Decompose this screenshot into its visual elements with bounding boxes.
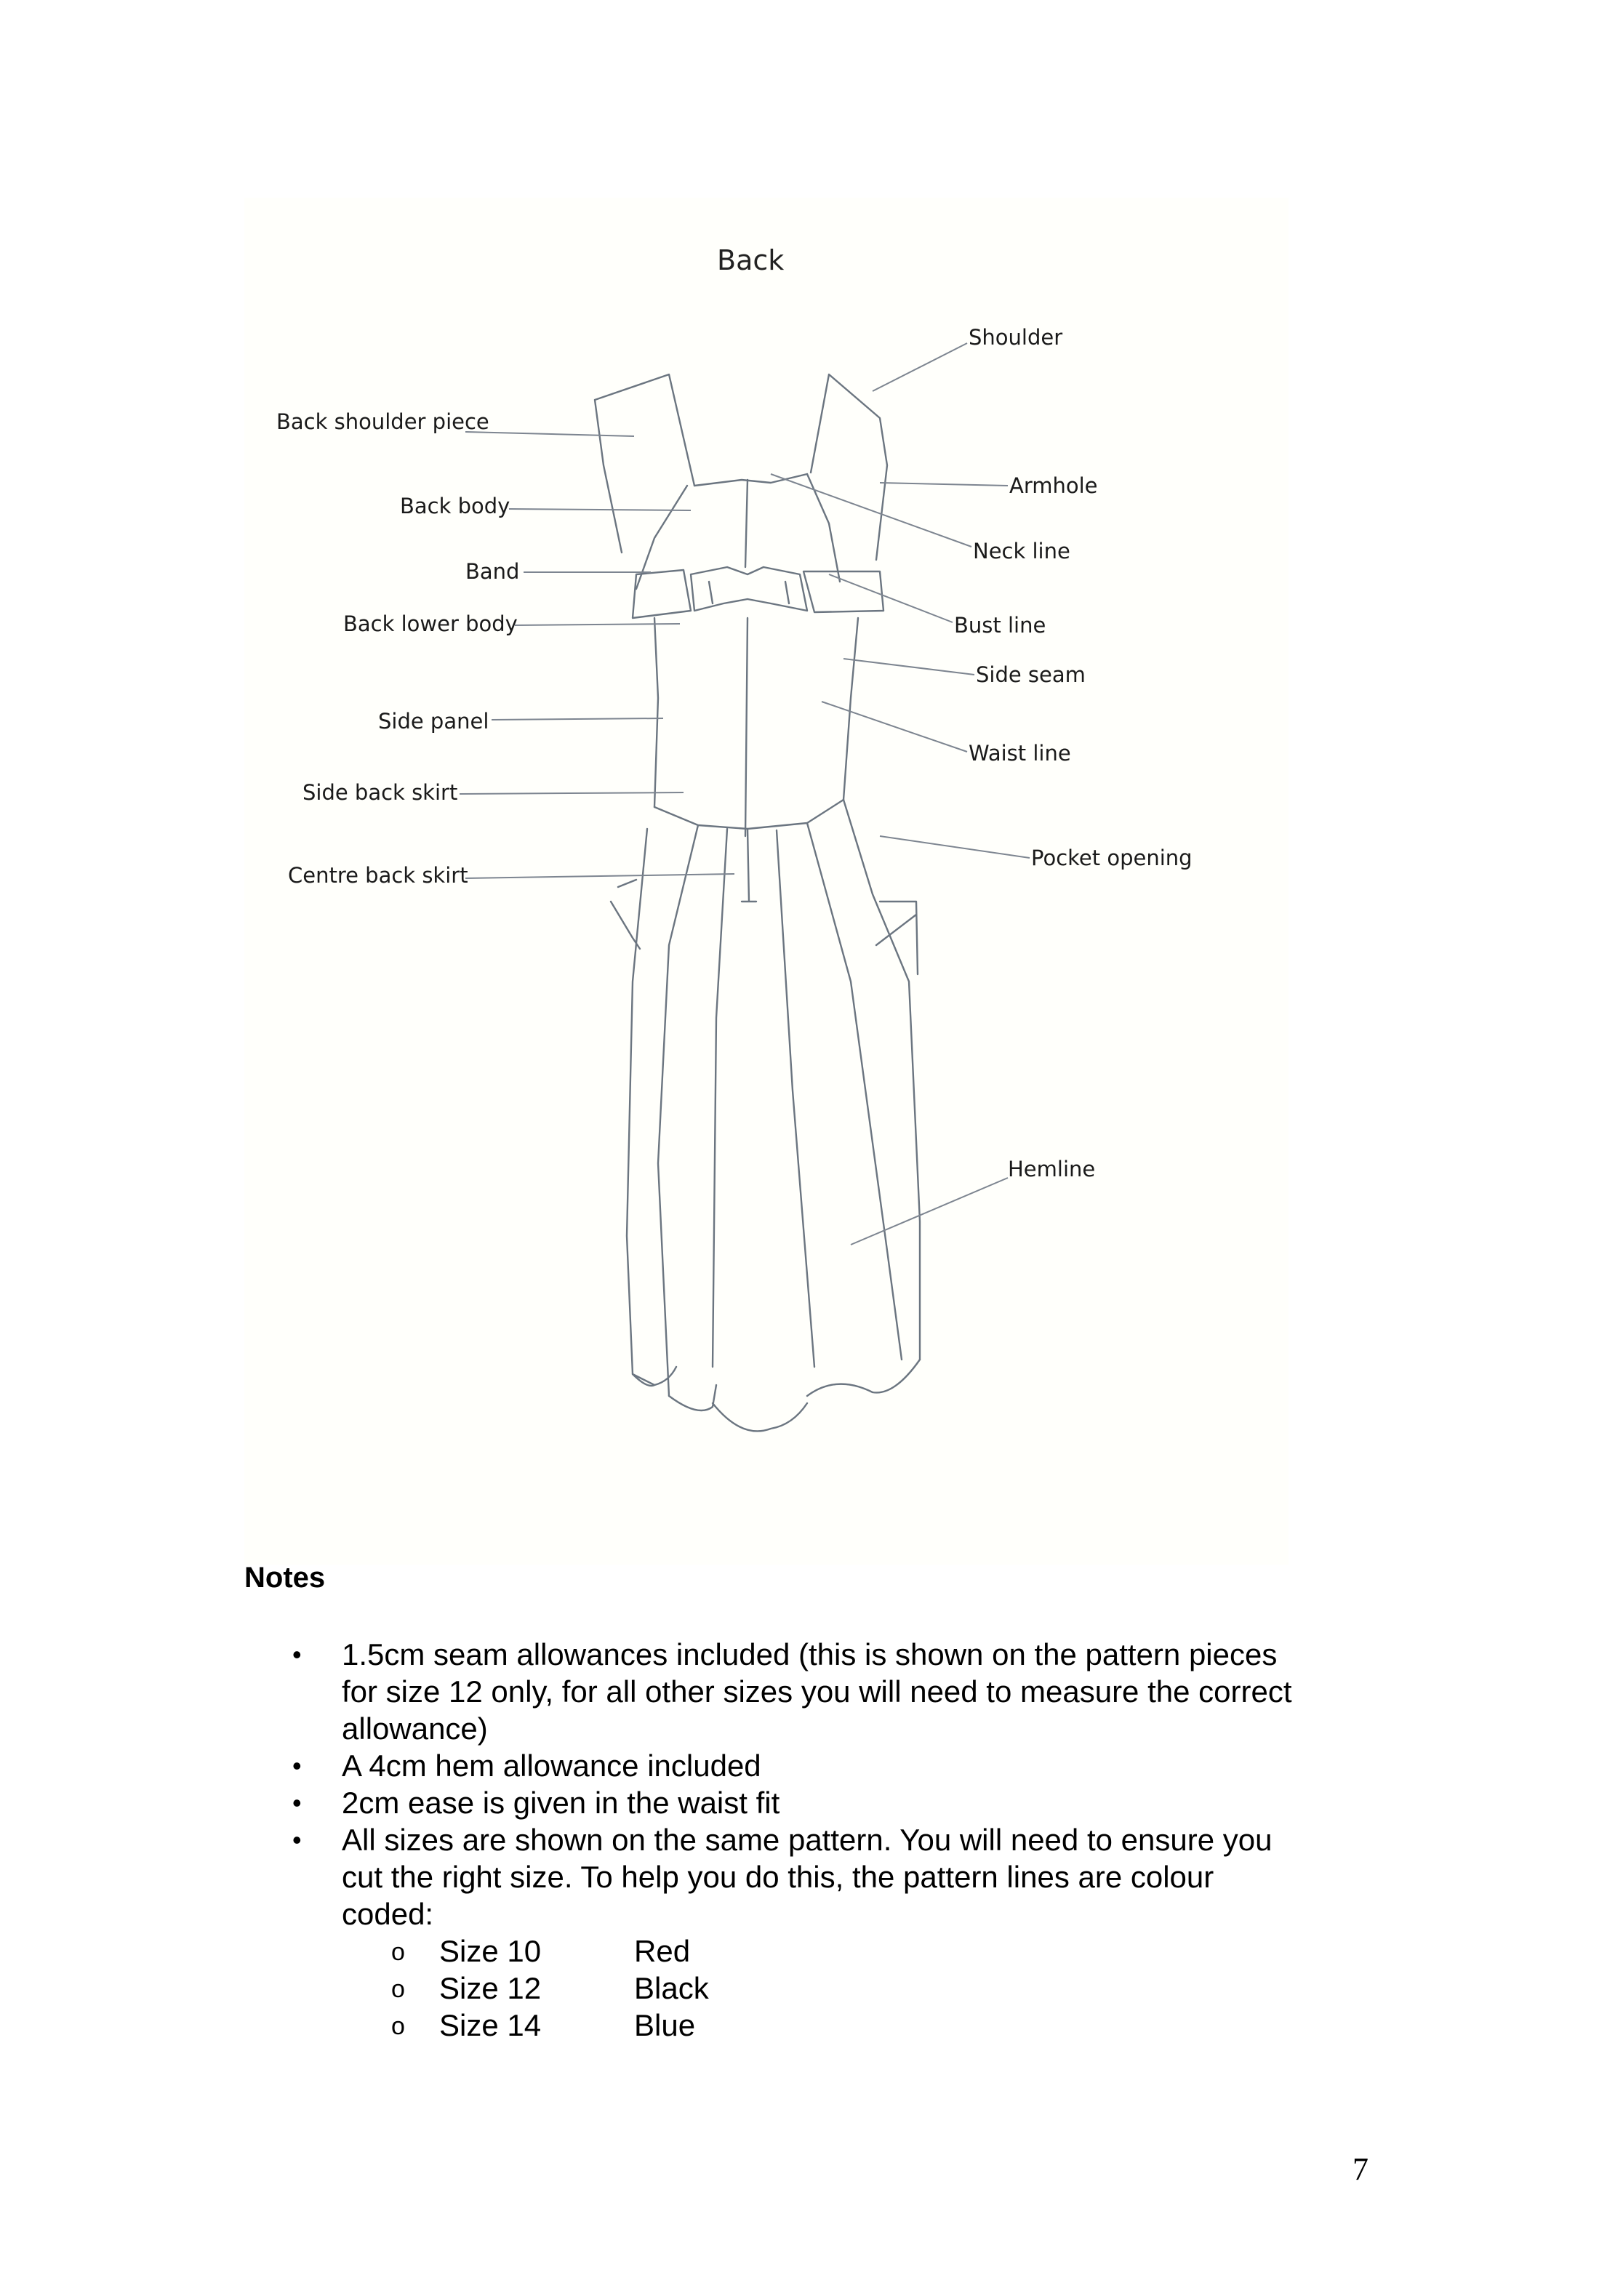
colour-label: Blue — [634, 2008, 696, 2042]
bullet-icon: • — [292, 1639, 302, 1669]
label-armhole: Armhole — [1009, 473, 1098, 498]
note-item — [244, 1821, 1379, 1932]
leader-armhole — [880, 483, 1008, 486]
note-line: 1.5cm seam allowances included (this is shown on the pattern pieces — [342, 1637, 1278, 1671]
label-waist-line: Waist line — [969, 741, 1071, 766]
label-side-seam: Side seam — [976, 662, 1086, 687]
left-shoulder-strap — [595, 374, 694, 553]
leader-side-seam — [843, 659, 974, 675]
note-line: coded: — [342, 1897, 434, 1931]
leader-side-back-skirt — [460, 792, 684, 794]
centre-back-seam — [742, 829, 756, 902]
circle-bullet-icon: o — [391, 1938, 405, 1966]
figure-title: Back — [717, 244, 785, 276]
label-back-body: Back body — [400, 494, 510, 518]
leader-back-body — [509, 509, 691, 510]
leader-pocket-opening — [880, 836, 1030, 858]
circle-bullet-icon: o — [391, 1975, 405, 2003]
label-hemline: Hemline — [1008, 1157, 1096, 1181]
side-back-skirt-left — [627, 829, 654, 1385]
label-back-lower-body: Back lower body — [343, 611, 518, 636]
back-lower-body-outline — [654, 618, 858, 836]
circle-bullet-icon: o — [391, 2012, 405, 2040]
size-label: Size 14 — [439, 2008, 542, 2042]
bullet-icon: • — [292, 1751, 302, 1781]
notes-list — [244, 1636, 1379, 2044]
label-centre-back-skirt: Centre back skirt — [288, 863, 468, 888]
label-side-back-skirt: Side back skirt — [302, 780, 458, 805]
label-neck-line: Neck line — [973, 539, 1070, 563]
leader-shoulder — [873, 343, 967, 391]
hem-curve — [633, 1360, 920, 1431]
size-colour-item — [244, 2007, 1379, 2044]
size-colour-item — [244, 1970, 1379, 2007]
side-back-skirt-right — [843, 800, 920, 1360]
bullet-icon: • — [292, 1788, 302, 1818]
bow — [691, 567, 807, 611]
leader-neck-line — [771, 474, 971, 547]
size-colour-item — [244, 1932, 1379, 1970]
skirt-panel-lines — [658, 823, 902, 1396]
page-number: 7 — [1352, 2151, 1368, 2187]
colour-label: Black — [634, 1971, 709, 2005]
notes-heading: Notes — [244, 1562, 326, 1594]
note-line: 2cm ease is given in the waist fit — [342, 1786, 780, 1820]
neckline-curve — [694, 474, 807, 486]
leader-waist-line — [822, 702, 967, 752]
note-line: All sizes are shown on the same pattern. You will need to ensure you — [342, 1823, 1273, 1857]
note-item — [244, 1747, 1379, 1784]
note-line: allowance) — [342, 1711, 488, 1746]
label-bust-line: Bust line — [954, 613, 1046, 638]
waistline — [654, 800, 843, 829]
leader-bust-line — [829, 574, 953, 622]
right-pocket — [876, 902, 918, 974]
left-pocket — [611, 880, 640, 949]
leader-side-panel — [492, 718, 663, 720]
label-band: Band — [465, 559, 520, 584]
label-pocket-opening: Pocket opening — [1031, 846, 1193, 870]
label-back-shoulder-piece: Back shoulder piece — [276, 409, 489, 434]
note-item — [244, 1636, 1379, 1747]
bullet-icon: • — [292, 1825, 302, 1855]
right-shoulder-strap — [811, 374, 887, 560]
size-label: Size 12 — [439, 1971, 542, 2005]
leader-back-shoulder-piece — [465, 432, 634, 436]
note-line: cut the right size. To help you do this, the pattern lines are colour — [342, 1860, 1214, 1894]
note-line: for size 12 only, for all other sizes you will need to measure the correct — [342, 1674, 1292, 1709]
leader-hemline — [851, 1178, 1008, 1245]
note-line: A 4cm hem allowance included — [342, 1749, 761, 1783]
colour-label: Red — [634, 1934, 691, 1968]
label-side-panel: Side panel — [378, 709, 489, 734]
leader-centre-back-skirt — [465, 874, 734, 878]
label-shoulder: Shoulder — [969, 325, 1063, 350]
size-label: Size 10 — [439, 1934, 542, 1968]
band-outline — [633, 570, 883, 618]
note-item — [244, 1784, 1379, 1821]
